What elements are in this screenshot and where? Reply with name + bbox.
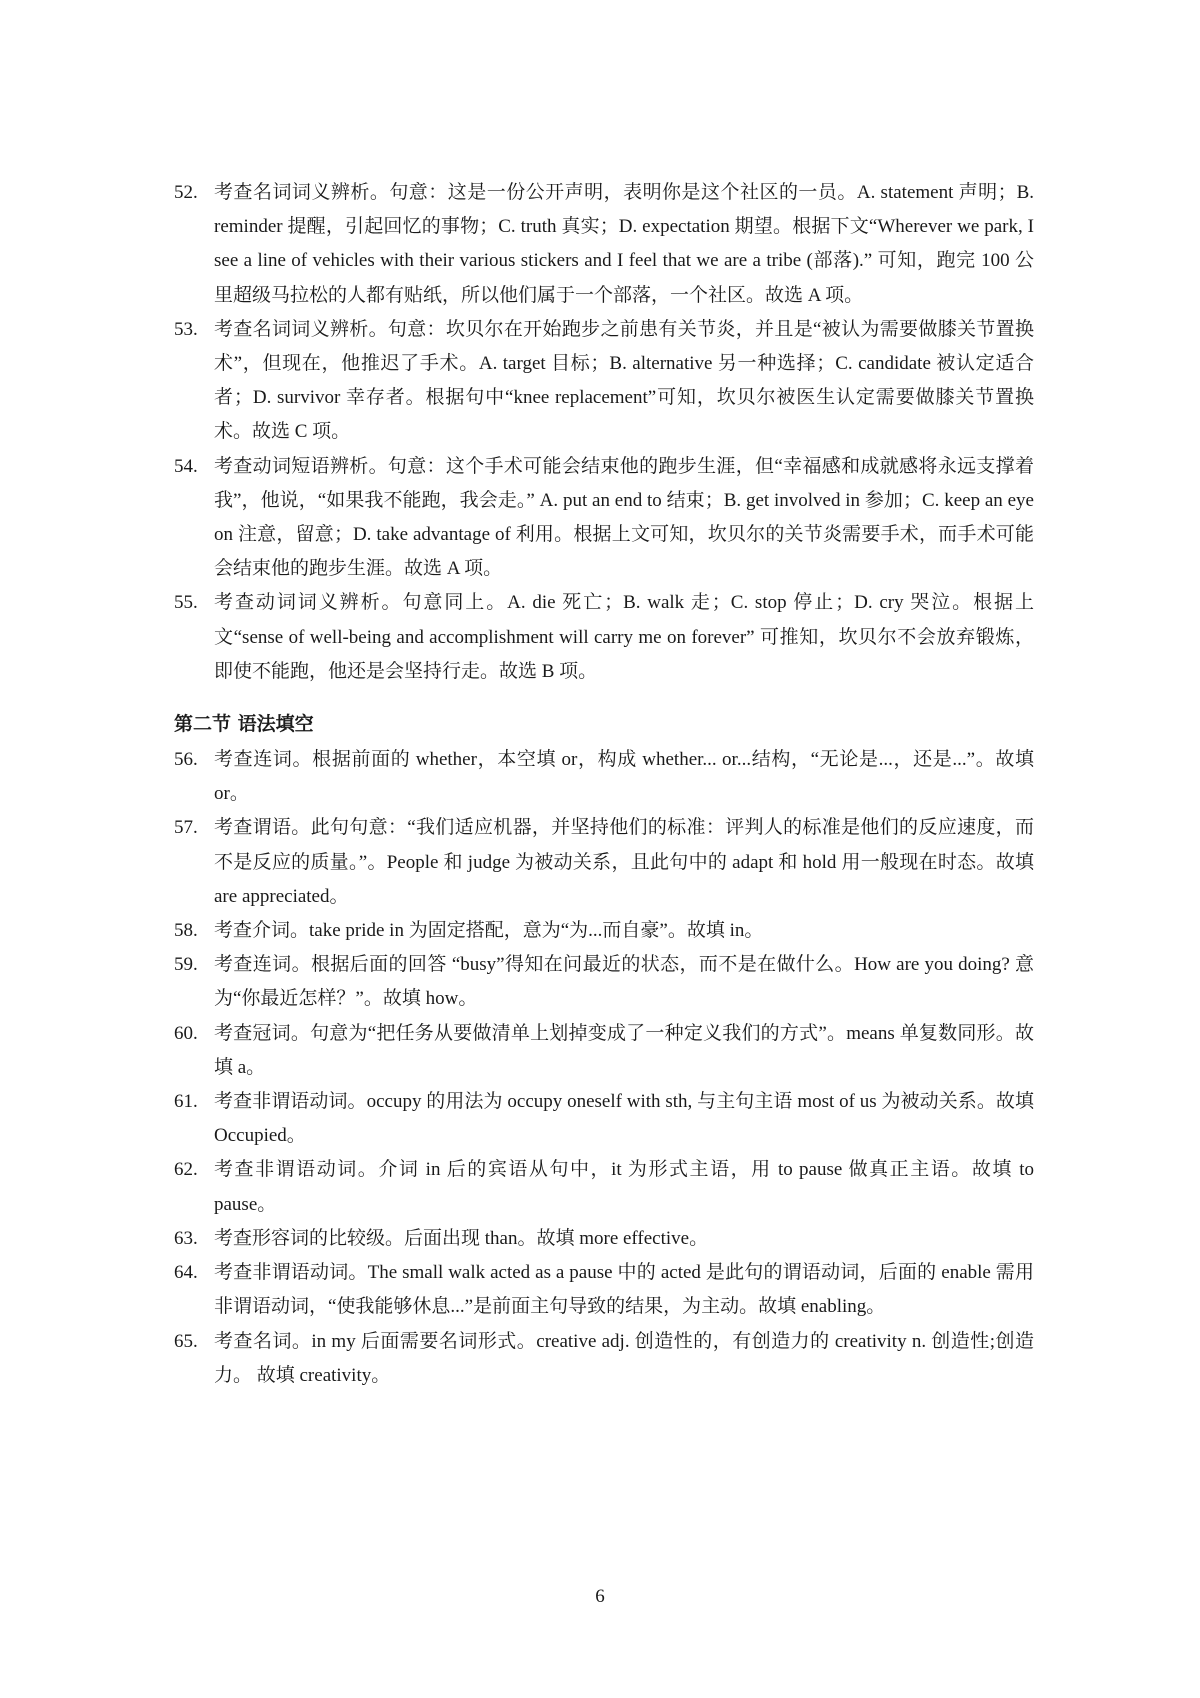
item-number: 52. <box>174 182 198 203</box>
answer-item-61 <box>174 1085 1034 1153</box>
item-explanation: 考查非谓语动词。介词 in 后的宾语从句中，it 为形式主语，用 to pause 做真正主语。故填 to pause。 <box>214 1159 1034 1215</box>
item-explanation: 考查非谓语动词。The small walk acted as a pause 中的 acted 是此句的谓语动词，后面的 enable 需用非谓语动词，“使我能够休息...”是前面主句导致的结果，为主动。故填 enabling。 <box>214 1262 1034 1318</box>
item-number: 60. <box>174 1022 198 1044</box>
answer-item-60 <box>174 1017 1034 1085</box>
item-number: 64. <box>174 1262 198 1284</box>
item-explanation: 考查介词。take pride in 为固定搭配，意为“为...而自豪”。故填 in。 <box>214 920 764 942</box>
item-explanation: 考查动词短语辨析。句意：这个手术可能会结束他的跑步生涯，但“幸福感和成就感将永远支撑着我”，他说，“如果我不能跑，我会走。” A. put an end to 结束；B. get involved in 参加；C. keep an eye on 注意，留意；D. take advantage of 利用。根据上文可知，坎贝尔的关节炎需要手术，而手术可能会结束他的跑步生涯。故选 A 项。 <box>214 455 1034 580</box>
answer-item-52 <box>174 176 1034 313</box>
item-explanation: 考查谓语。此句句意：“我们适应机器，并坚持他们的标准：评判人的标准是他们的反应速度，而不是反应的质量。”。People 和 judge 为被动关系，且此句中的 adapt 和 hold 用一般现在时态。故填 are appreciated。 <box>214 817 1034 907</box>
item-explanation: 考查名词。in my 后面需要名词形式。creative adj. 创造性的，有创造力的 creativity n. 创造性;创造力。 故填 creativity。 <box>214 1330 1034 1386</box>
item-number: 61. <box>174 1091 198 1113</box>
answer-item-53 <box>174 313 1034 450</box>
section-title: 第二节 语法填空 <box>174 713 314 736</box>
answer-item-54 <box>174 450 1034 587</box>
answer-item-58 <box>174 914 1034 948</box>
item-number: 58. <box>174 920 198 942</box>
item-number: 55. <box>174 592 198 614</box>
item-explanation: 考查冠词。句意为“把任务从要做清单上划掉变成了一种定义我们的方式”。means 单复数同形。故填 a。 <box>214 1022 1034 1078</box>
item-explanation: 考查名词词义辨析。句意：这是一份公开声明，表明你是这个社区的一员。A. statement 声明；B. reminder 提醒，引起回忆的事物；C. truth 真实；D. expectation 期望。根据下文“Wherever we park, I see a line of vehicles with their various stickers and I feel that we are a tribe (部落).” 可知，跑完 100 公里超级马拉松的人都有贴纸，所以他们属于一个部落，一个社区。故选 A 项。 <box>214 182 1034 306</box>
item-number: 54. <box>174 455 198 477</box>
answer-item-57 <box>174 811 1034 914</box>
answer-item-62 <box>174 1153 1034 1221</box>
item-explanation: 考查连词。根据后面的回答 “busy”得知在问最近的状态，而不是在做什么。How are you doing? 意为“你最近怎样？”。故填 how。 <box>214 954 1034 1010</box>
answer-item-56 <box>174 743 1034 811</box>
item-number: 63. <box>174 1227 198 1249</box>
answer-item-55 <box>174 586 1034 689</box>
answer-item-64 <box>174 1256 1034 1324</box>
answer-item-63 <box>174 1222 1034 1256</box>
page-content <box>174 176 1034 1393</box>
item-number: 59. <box>174 954 198 976</box>
item-number: 53. <box>174 318 198 340</box>
answer-item-65 <box>174 1325 1034 1393</box>
item-explanation: 考查非谓语动词。occupy 的用法为 occupy oneself with sth, 与主句主语 most of us 为被动关系。故填 Occupied。 <box>214 1091 1034 1147</box>
page-number: 6 <box>595 1586 605 1607</box>
item-number: 65. <box>174 1330 198 1352</box>
item-explanation: 考查动词词义辨析。句意同上。A. die 死亡；B. walk 走；C. stop 停止；D. cry 哭泣。根据上文“sense of well-being and accomplishment will carry me on forever” 可推知，坎贝尔不会放弃锻炼，即使不能跑，他还是会坚持行走。故选 B 项。 <box>214 592 1034 682</box>
item-number: 56. <box>174 749 198 771</box>
item-explanation: 考查连词。根据前面的 whether，本空填 or，构成 whether... or...结构，“无论是...，还是...”。故填 or。 <box>214 749 1034 805</box>
item-explanation: 考查名词词义辨析。句意：坎贝尔在开始跑步之前患有关节炎，并且是“被认为需要做膝关节置换术”，但现在，他推迟了手术。A. target 目标；B. alternative 另一种选择；C. candidate 被认定适合者；D. survivor 幸存者。根据句中“knee replacement”可知，坎贝尔被医生认定需要做膝关节置换术。故选 C 项。 <box>214 318 1034 443</box>
item-number: 62. <box>174 1159 198 1181</box>
item-explanation: 考查形容词的比较级。后面出现 than。故填 more effective。 <box>214 1227 709 1249</box>
item-number: 57. <box>174 817 198 839</box>
answer-item-59 <box>174 948 1034 1016</box>
